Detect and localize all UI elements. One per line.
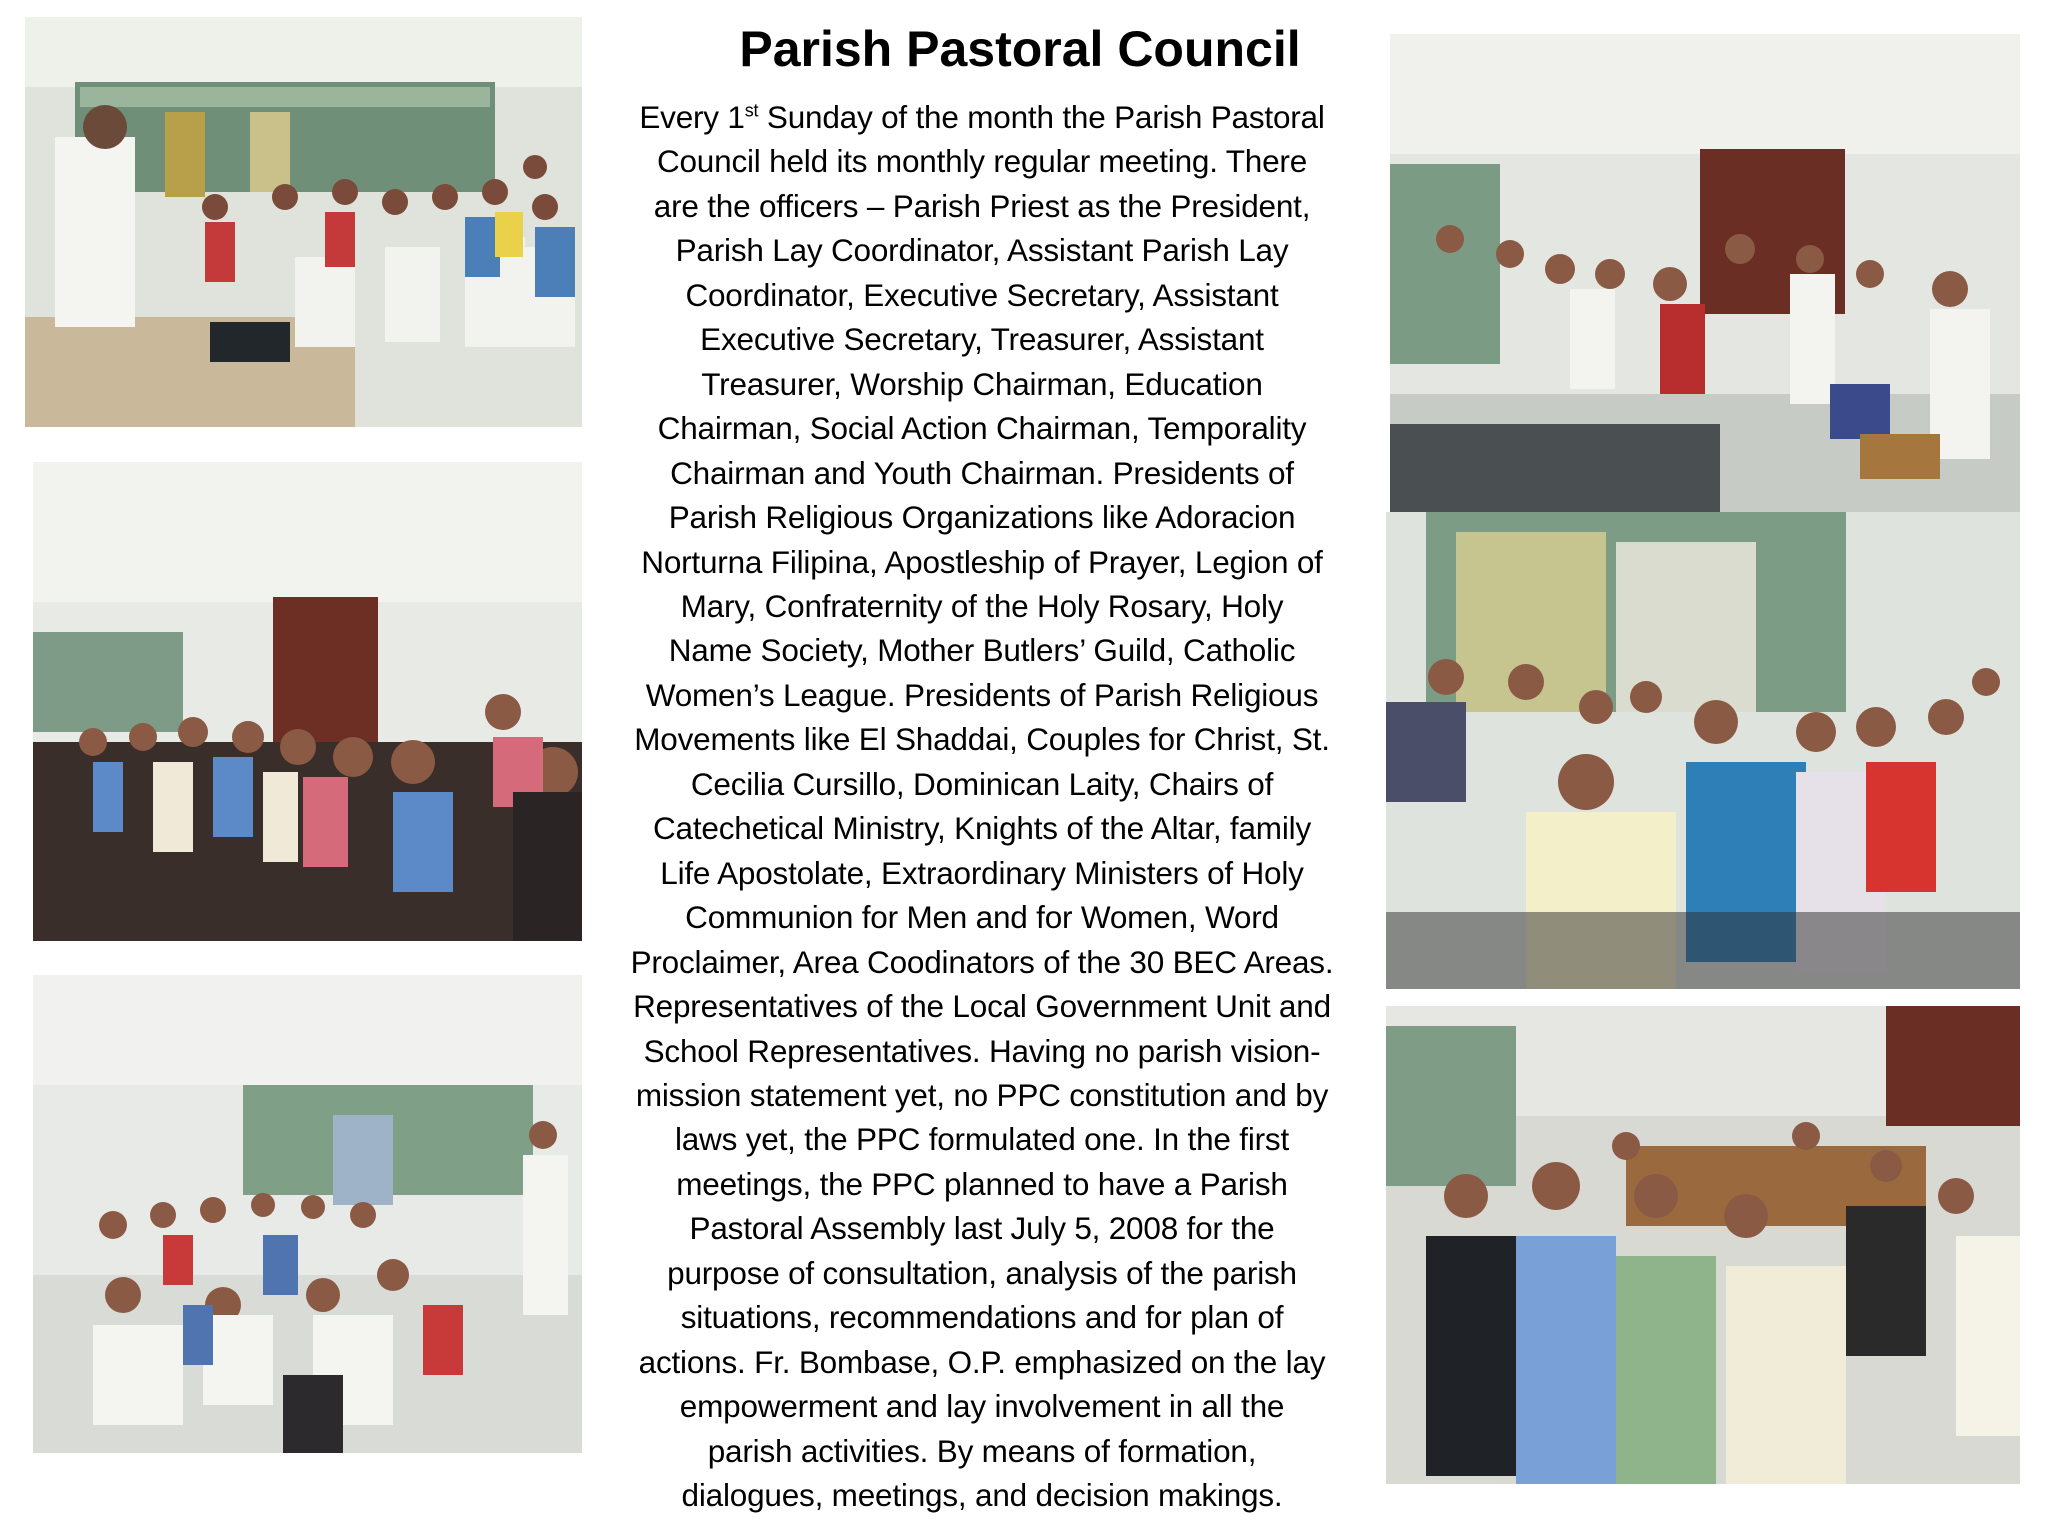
paragraph-line: parish activities. By means of formation,	[707, 1432, 1257, 1469]
paragraph-line: Chairman and Youth Chairman. Presidents of	[670, 454, 1294, 491]
paragraph-line: Parish Religious Organizations like Adoracion	[668, 499, 1296, 536]
paragraph-line: Council held its monthly regular meeting. There	[656, 143, 1308, 180]
paragraph-line: Proclaimer, Area Coodinators of the 30 BEC Areas.	[630, 943, 1334, 980]
paragraph-line: dialogues, meetings, and decision makings.	[681, 1477, 1283, 1514]
paragraph-line: meetings, the PPC planned to have a Parish	[676, 1165, 1288, 1202]
paragraph-line: Movements like El Shaddai, Couples for Christ, St.	[634, 721, 1330, 758]
meeting-photo-left-bottom	[33, 975, 582, 1453]
meeting-photo-right-top	[1390, 34, 2020, 512]
paragraph-line: Executive Secretary, Treasurer, Assistant	[700, 321, 1264, 358]
meeting-photo-right-bottom	[1386, 1006, 2020, 1484]
body-paragraph	[598, 95, 1366, 1518]
ordinal-suffix: st	[744, 100, 759, 121]
paragraph-line: are the officers – Parish Priest as the President,	[653, 187, 1311, 224]
paragraph-line: Cecilia Cursillo, Dominican Laity, Chairs of	[690, 765, 1274, 802]
paragraph-line: situations, recommendations and for plan of	[680, 1299, 1284, 1336]
paragraph-line: Mary, Confraternity of the Holy Rosary, Holy	[680, 587, 1284, 624]
paragraph-line: Name Society, Mother Butlers’ Guild, Catholic	[668, 632, 1296, 669]
paragraph-line: purpose of consultation, analysis of the parish	[667, 1254, 1297, 1291]
page-title: Parish Pastoral Council	[739, 21, 1301, 77]
paragraph-line: Women’s League. Presidents of Parish Religious	[645, 676, 1319, 713]
paragraph-line: Pastoral Assembly last July 5, 2008 for the	[689, 1210, 1275, 1247]
paragraph-line: Treasurer, Worship Chairman, Education	[701, 365, 1263, 402]
paragraph-line: Norturna Filipina, Apostleship of Prayer, Legion of	[641, 543, 1323, 580]
paragraph-line: Communion for Men and for Women, Word	[685, 899, 1279, 936]
paragraph-line: School Representatives. Having no parish vision-	[643, 1032, 1321, 1069]
paragraph-line: empowerment and lay involvement in all the	[679, 1388, 1285, 1425]
meeting-photo-right-middle	[1386, 512, 2020, 989]
paragraph-line: actions. Fr. Bombase, O.P. emphasized on the lay	[638, 1343, 1326, 1380]
paragraph-line: Life Apostolate, Extraordinary Ministers of Holy	[660, 854, 1304, 891]
paragraph-line: Parish Lay Coordinator, Assistant Parish Lay	[675, 232, 1289, 269]
paragraph-line: mission statement yet, no PPC constitution and by	[635, 1076, 1329, 1113]
meeting-photo-left-middle	[33, 462, 582, 941]
paragraph-line: Representatives of the Local Government Unit and	[633, 988, 1331, 1025]
paragraph-line: Catechetical Ministry, Knights of the Altar, family	[653, 810, 1311, 847]
meeting-photo-left-top	[25, 17, 582, 427]
paragraph-line: laws yet, the PPC formulated one. In the first	[674, 1121, 1290, 1158]
paragraph-line: Chairman, Social Action Chairman, Temporality	[657, 410, 1307, 447]
paragraph-line: Coordinator, Executive Secretary, Assistant	[685, 276, 1279, 313]
paragraph-line: Every 1st Sunday of the month the Parish Pastoral	[639, 99, 1325, 135]
